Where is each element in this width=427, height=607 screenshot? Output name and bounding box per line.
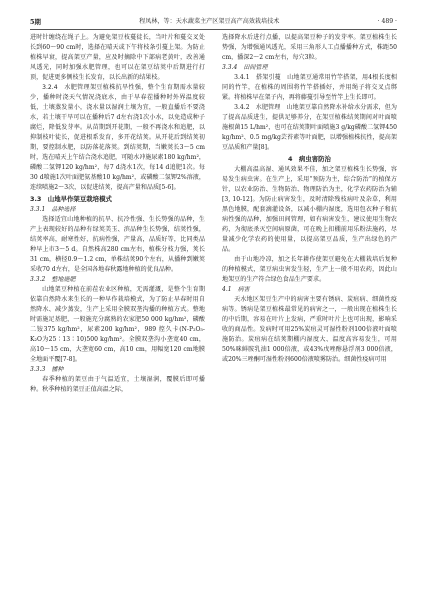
paragraph-water-fertilizer	[30, 83, 205, 193]
page-header	[30, 12, 397, 30]
section-heading-3-3: 3.3 山地早作架豆栽培模式	[30, 195, 112, 203]
paragraph: 大棚高温高湿、通风效果不佳，加之架豆植株生长势强，容易发生病虫害。在生产上，采用“预防为主，综合防治”的植保方针，以农业防治、生物防治、物理防治为主，化学农药防治为辅[3, 10-12]。为防止病害发生，及时清除残枝病叶及杂草，利用黑色地膜，配套滴灌设备，以减小棚内湿度，选用包衣种子和抗病性强的品种，加强田间管理，如有病害发生，建议使用生物农药，为彻底杀灭空间病原菌，可在晚上扣棚前用乐粉法施药，尽量减少化学农药的使用量，以提高架豆品质，生产出绿色的产品。	[222, 166, 397, 253]
running-head: 程凤林，等：天水蔬菜主产区架豆高产高效栽培技术	[139, 18, 280, 25]
paragraph-text: 架豆植株抗旱性强，整个生育期需水量较少，播种时浇天气情况浇底水，由于早春茬播种时外界温度较低，土壤蒸发量小，浇水量以湿润土壤为宜，一般直播后不要浇水，若土壤干旱可以在播种后7 d左右浇1次小水，以免造成种子腐烂，降低发芽率。从苗期到开花期，一般不再浇水和追肥，以抑制枝叶徒长，促进根系发育，多开花结荚。从开花后到结荚初期，要控制水肥，以防落花落荚。到结荚期，当嫩荚长3～5 cm时，选在晴天上午结合浇水追肥，可随水冲施尿素180 kg/hm²，磷酸二氢钾120 kg/hm²，每7 d浇水1次，每14 d追肥1次。每30 d喷施1次叶面肥氨基酸10 kg/hm²，或磷酸二氢钾2%溶液，连续喷施2～3次，以促进结荚，提高产量和品质[5-6]。	[30, 84, 205, 191]
subsection-heading-3-3-3: 3.3.3 播种	[30, 366, 64, 373]
right-column	[222, 33, 397, 365]
subsection-heading-3-3-4: 3.3.4 田间管理	[222, 64, 268, 71]
left-column	[30, 33, 205, 395]
paragraph: 天水地区架豆生产中的病害主要有锈病、炭疽病、细菌性疫病等。锈病是架豆植株最常见的病害之一，一般出现在植株生长的中后期，容易在叶片上发病，严重时叶片上也可出现，影响采收的商品性。发病时可用25%炭疽灵可湿性粉剂100倍液叶面喷施防治。炭疽病在结荚期棚内湿度大、温度高容易发生，可用50%咪鲜胺乳油1 000倍液，或43%戊唑醇悬浮剂3 000倍液，或20%三唑酮可湿性粉剂600倍液喷雾防治。细菌性疫病可用	[222, 296, 397, 363]
subsection-heading: 3.2.4 水肥管理	[42, 84, 90, 91]
section-heading-4: 4 病虫害防治	[288, 155, 331, 163]
paragraph: 由于山地冷凉，加之长年耕作使架豆避免在大棚栽培后复种的种植模式，架豆病虫害发生轻，生产上一般不用农药，因此山地架豆的生产符合绿色食品生产要求。	[222, 256, 397, 283]
subsection-heading-3-3-1: 3.3.1 品种选择	[30, 206, 76, 213]
issue-number: 5期	[30, 18, 41, 26]
paragraph: 3.4.1 搭架引蔓 山地架豆通常用竹竿搭架，用4根长度相同的竹竿，在植株的周围将竹竿搭插好，并用绳子将交叉点绑紧。将植株早在架子内，再将藤蔓引导至竹竿上生长即可。	[222, 74, 397, 101]
paragraph: 进时针缠绕在绳子上。为避免架豆枝蔓徒长，当叶片和蔓交叉处长到60～90 cm时，选择在晴天或下午将枝条引蔓上架。为防止植株早衰，提高架豆产量，应及时摘除中下部病老黄叶，改善通风透光，同时加强水肥管理，也可以在架豆结荚中后期进行打顶，促进更多侧枝生长发育，以长出新的结果枝。	[30, 34, 205, 81]
paragraph: 春季种植的架豆由于气温适宜，土壤湿润，覆膜后即可播种。秋季种植的架豆正值高温之际，	[30, 376, 205, 393]
paragraph: 3.4.2 水肥管理 山地架豆靠自然降水补给水分需求，但为了提高品质进生，提供足够养分，在架豆植株结荚期间对叶面喷施根菌15 L/hm²，也可在结荚期叶面喷施3 g/kg磷酸二氢钾450 kg/hm²、0.5 mg/kg芸苔素等叶面肥，以增强植株抗性，提高架豆品质和产量[8]。	[222, 104, 397, 151]
subsection-heading-3-3-2: 3.3.2 整地施肥	[30, 276, 76, 283]
subsection-heading-4-1: 4.1 病害	[222, 286, 250, 293]
page-number: · 489 ·	[377, 18, 397, 25]
paragraph: 山地架豆种植在前茬农业区种植，无需灌溉，是整个生育期依靠自然降水来生长的一种早作栽培模式，为了防止早春时用自然降水、减少蒸发，生产上采用全膜双垄沟播的种植方式。整地时需施足基肥，一般施充分腐熟的农家肥50 000 kg/hm²，磷酸二铵375 kg/hm²，尿素200 kg/hm²，989 控久卡(N-P₂O₅-K₂O为25∶13∶10)500 kg/hm²。全膜双垄沟小垄宽40 cm，高10～15 cm，大垄宽60 cm，高10 cm，用幅宽120 cm地膜全地面平覆[7-8]。	[30, 286, 205, 363]
paragraph: 选择适宜山地种植的抗旱、抗冷性强、生长势强的品种，生产上表现较好的品种有绿荚美玉、滨品种生长势强，结荚性强，结荚率高，耐寒性好，抗病性强，产量高，品质好等，比同类品种早上市3～5 d。自然株高280 cm左右，植株分枝力强，荚长31 cm，横径0.9～1.2 cm，单株结荚90个左右，从播种到嫩荚采收70 d左右，是全国各地春秋露地种植的优良品种。	[30, 216, 205, 273]
paragraph: 选择降水后进行点播，以提高架豆种子的发芽率。架豆植株生长势强，为增强通风透光，采用三角形人工点播播种方式，株距50 cm，播深2～2 cm左右，每穴3粒。	[222, 34, 397, 61]
